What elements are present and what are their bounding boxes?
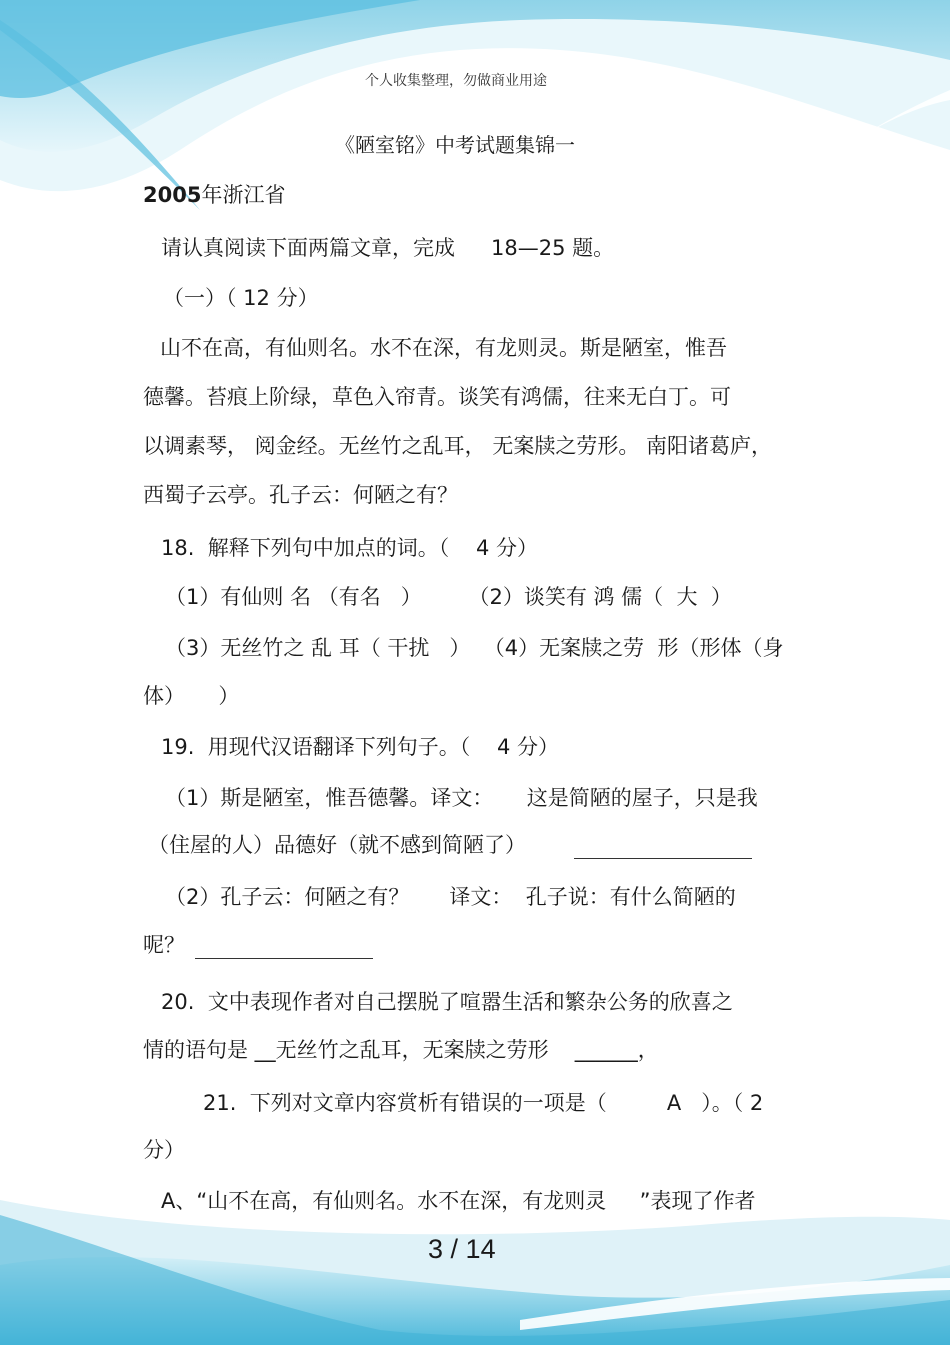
q18-items: （3）无丝竹之 乱 耳（ 干扰 ） （4）无案牍之劳 形（形体（身	[165, 636, 784, 660]
q19-item2-answer-text: 呢？	[143, 933, 185, 957]
page-total: 14	[465, 1234, 496, 1264]
q19-item1-answer	[148, 831, 752, 859]
passage-line: 德馨。苔痕上阶绿，草色入帘青。谈笑有鸿儒，往来无白丁。可	[143, 385, 731, 409]
passage-line: 西蜀子云亭。孔子云：何陋之有？	[143, 483, 458, 507]
q19-item1-answer-text: （住屋的人）品德好（就不感到简陋了）	[148, 833, 526, 857]
q18-items: 体） ）	[143, 684, 240, 708]
source-year: 2005	[143, 183, 202, 207]
q20-answer: 情的语句是 __无丝竹之乱耳，无案牍之劳形	[143, 1038, 549, 1062]
instruction-range: 18—25 题。	[491, 236, 615, 260]
q21-stem: 分）	[143, 1138, 185, 1162]
q19-item2: （2）孔子云：何陋之有？ 译文： 孔子说：有什么简陋的	[165, 885, 736, 909]
section-one-heading: （一）（ 12 分）	[163, 286, 319, 310]
option-a: A、“山不在高，有仙则名。水不在深，有龙则灵 ”表现了作者	[161, 1189, 756, 1213]
source-line	[143, 181, 285, 209]
page-number	[428, 1235, 496, 1263]
q20-line	[143, 1036, 659, 1064]
page-current: 3	[428, 1234, 444, 1264]
page-title: 《陋室铭》中考试题集锦一	[335, 133, 575, 157]
q19-item1: （1）斯是陋室，惟吾德馨。译文： 这是简陋的屋子，只是我	[165, 786, 758, 810]
page-separator: /	[443, 1234, 466, 1264]
instruction-text: 请认真阅读下面两篇文章，完成	[161, 236, 455, 260]
answer-blank	[574, 836, 752, 859]
answer-blank	[195, 936, 373, 959]
passage-line: 以调素琴， 阅金经。无丝竹之乱耳， 无案牍之劳形。 南阳诸葛庐，	[143, 434, 773, 458]
passage-line: 山不在高，有仙则名。水不在深，有龙则灵。斯是陋室，惟吾	[160, 336, 727, 360]
source-place: 年浙江省	[201, 183, 286, 207]
q18-stem: 18. 解释下列句中加点的词。（ 4 分）	[161, 536, 538, 560]
q21-stem: 21. 下列对文章内容赏析有错误的一项是（ A ）。（ 2	[203, 1091, 764, 1115]
q19-item2-answer	[143, 931, 373, 959]
header-note: 个人收集整理，勿做商业用途	[365, 73, 547, 89]
q18-items: （1）有仙则 名 （有名 ） （2）谈笑有 鸿 儒（ 大 ）	[165, 585, 732, 609]
q20-line: 20. 文中表现作者对自己摆脱了喧嚣生活和繁杂公务的欣喜之	[161, 990, 733, 1014]
q20-tail: ______，	[574, 1038, 659, 1062]
instruction-line	[161, 234, 614, 262]
q19-stem: 19. 用现代汉语翻译下列句子。（ 4 分）	[161, 735, 559, 759]
